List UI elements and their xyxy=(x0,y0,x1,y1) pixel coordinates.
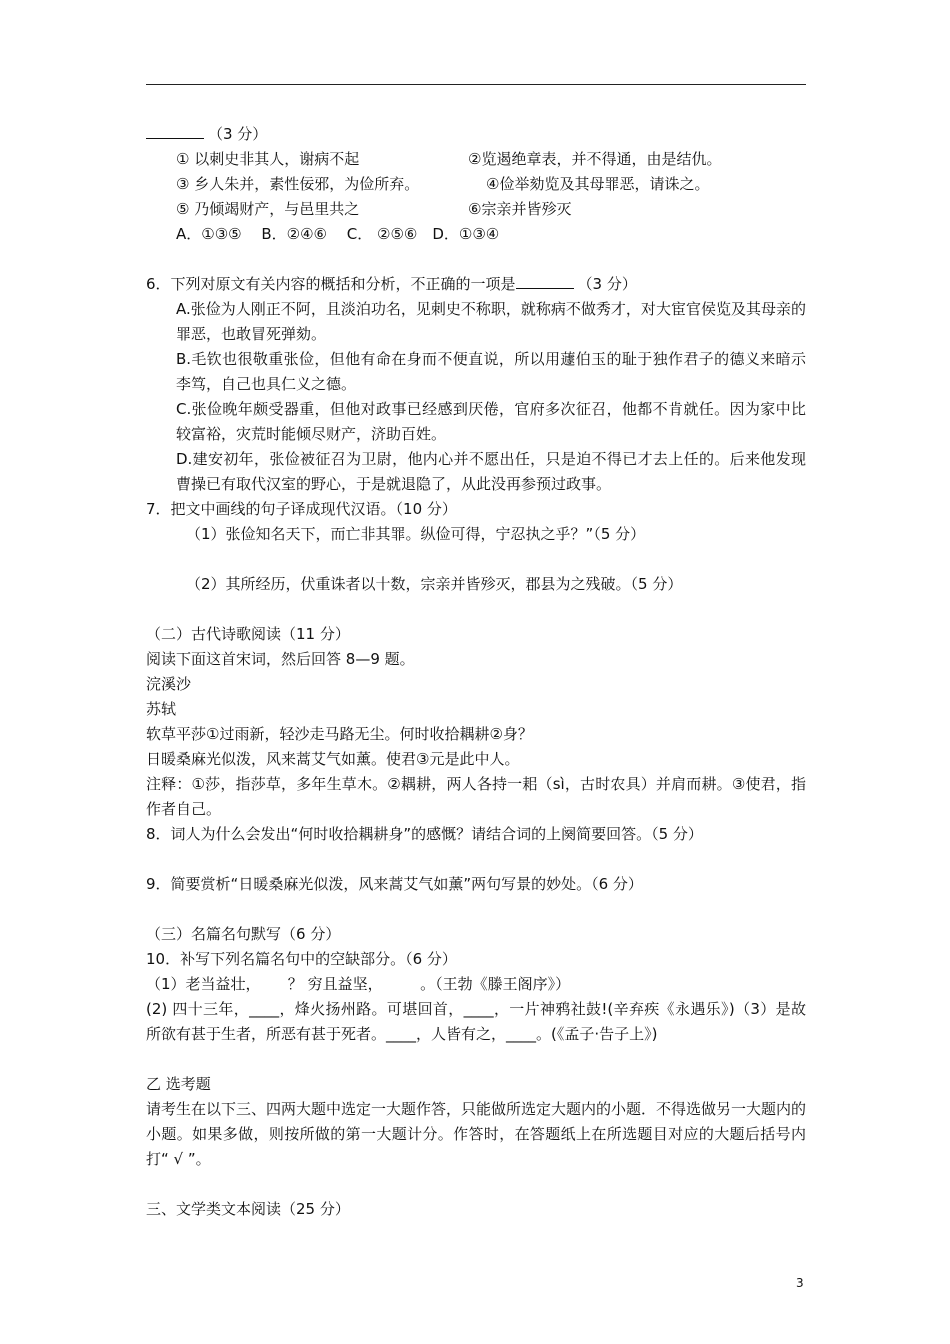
poem-line-2: 日暖桑麻光似泼，风来蒿艾气如薰。使君③元是此中人。 xyxy=(146,750,520,768)
q6-option-d: D.建安初年，张俭被征召为卫尉，他内心并不愿出任，只是迫不得已才去上任的。后来他发现曹操已有取代汉室的野心，于是就退隐了，从此没再参预过政事。 xyxy=(176,450,806,493)
answer-blank xyxy=(146,126,204,139)
poetry-heading: （二）古代诗歌阅读（11 分） xyxy=(146,625,350,643)
q7-stem: 7．把文中画线的句子译成现代汉语。（10 分） xyxy=(146,500,457,518)
q10-line-1: （1）老当益壮， ？ 穷且益坚， 。（王勃《滕王阁序》） xyxy=(146,975,571,993)
header-rule xyxy=(146,84,806,85)
q10-line-2: (2) 四十三年，____，烽火扬州路。可堪回首，____，一片神鸦社鼓!(辛弃疾《永遇乐》)（3）是故所欲有甚于生者，所恶有甚于死者。____，人皆有之，____。(《孟子·告子上》) xyxy=(146,1000,806,1043)
poem-title: 浣溪沙 xyxy=(146,675,192,693)
q5-option: ① 以刺史非其人，谢病不起 xyxy=(176,150,360,168)
q7-sentence-2: （2）其所经历，伏重诛者以十数，宗亲并皆殄灭，郡县为之残破。（5 分） xyxy=(186,575,683,593)
page-content xyxy=(146,122,806,1222)
q5-stem: （3 分） xyxy=(146,122,806,147)
q5-option-row xyxy=(146,197,806,222)
q5-choices: A．①③⑤ B．②④⑥ C． ②⑤⑥ D．①③④ xyxy=(176,225,500,243)
q5-option-row xyxy=(146,172,806,197)
q8: 8．词人为什么会发出“何时收拾耦耕身”的感慨？请结合词的上阕简要回答。（5 分） xyxy=(146,825,703,843)
section-3-heading: 三、文学类文本阅读（25 分） xyxy=(146,1200,350,1218)
elective-heading: 乙 选考题 xyxy=(146,1075,211,1093)
q6-option-a: A.张俭为人刚正不阿，且淡泊功名，见刺史不称职，就称病不做秀才，对大宦官侯览及其母亲的罪恶，也敢冒死弹劾。 xyxy=(176,300,806,343)
answer-blank xyxy=(516,276,574,289)
q5-option: ③ 乡人朱并，素性佞邪，为俭所弃。 xyxy=(176,175,420,193)
q7-sentence-1: （1）张俭知名天下，而亡非其罪。纵俭可得，宁忍执之乎？”（5 分） xyxy=(186,525,646,543)
q6-option-b: B.毛钦也很敬重张俭，但他有命在身而不便直说，所以用蘧伯玉的耻于独作君子的德义来暗示李笃，自己也具仁义之德。 xyxy=(176,350,806,393)
q6-stem: 6．下列对原文有关内容的概括和分析，不正确的一项是 （3 分） xyxy=(146,275,637,293)
q9: 9．简要赏析“日暖桑麻光似泼，风来蒿艾气如薰”两句写景的妙处。（6 分） xyxy=(146,875,643,893)
elective-text: 请考生在以下三、四两大题中选定一大题作答，只能做所选定大题内的小题．不得选做另一大题内的小题。如果多做，则按所做的第一大题计分。作答时，在答题纸上在所选题目对应的大题后括号内打“ √ ”。 xyxy=(146,1100,807,1168)
famous-heading: （三）名篇名句默写（6 分） xyxy=(146,925,341,943)
q5-option: ⑥宗亲并皆殄灭 xyxy=(468,200,572,218)
q6-option-c: C.张俭晚年颇受器重，但他对政事已经感到厌倦，官府多次征召，他都不肯就任。因为家中比较富裕，灾荒时能倾尽财产，济助百姓。 xyxy=(176,400,806,443)
q5-option-row xyxy=(146,147,806,172)
q10-stem: 10．补写下列名篇名句中的空缺部分。（6 分） xyxy=(146,950,457,968)
poem-line-1: 软草平莎①过雨新，轻沙走马路无尘。何时收拾耦耕②身？ xyxy=(146,725,533,743)
page-number: 3 xyxy=(796,1276,804,1290)
poem-note: 注释：①莎，指莎草，多年生草木。②耦耕，两人各持一耜（sì，古时农具）并肩而耕。③使君，指作者自己。 xyxy=(146,775,806,818)
poem-author: 苏轼 xyxy=(146,700,177,718)
poetry-intro: 阅读下面这首宋词，然后回答 8—9 题。 xyxy=(146,650,415,668)
q5-option: ②览遏绝章表，并不得通，由是结仇。 xyxy=(468,150,722,168)
q5-option: ⑤ 乃倾竭财产，与邑里共之 xyxy=(176,200,360,218)
q5-option: ④俭举劾览及其母罪恶，请诛之。 xyxy=(486,175,710,193)
